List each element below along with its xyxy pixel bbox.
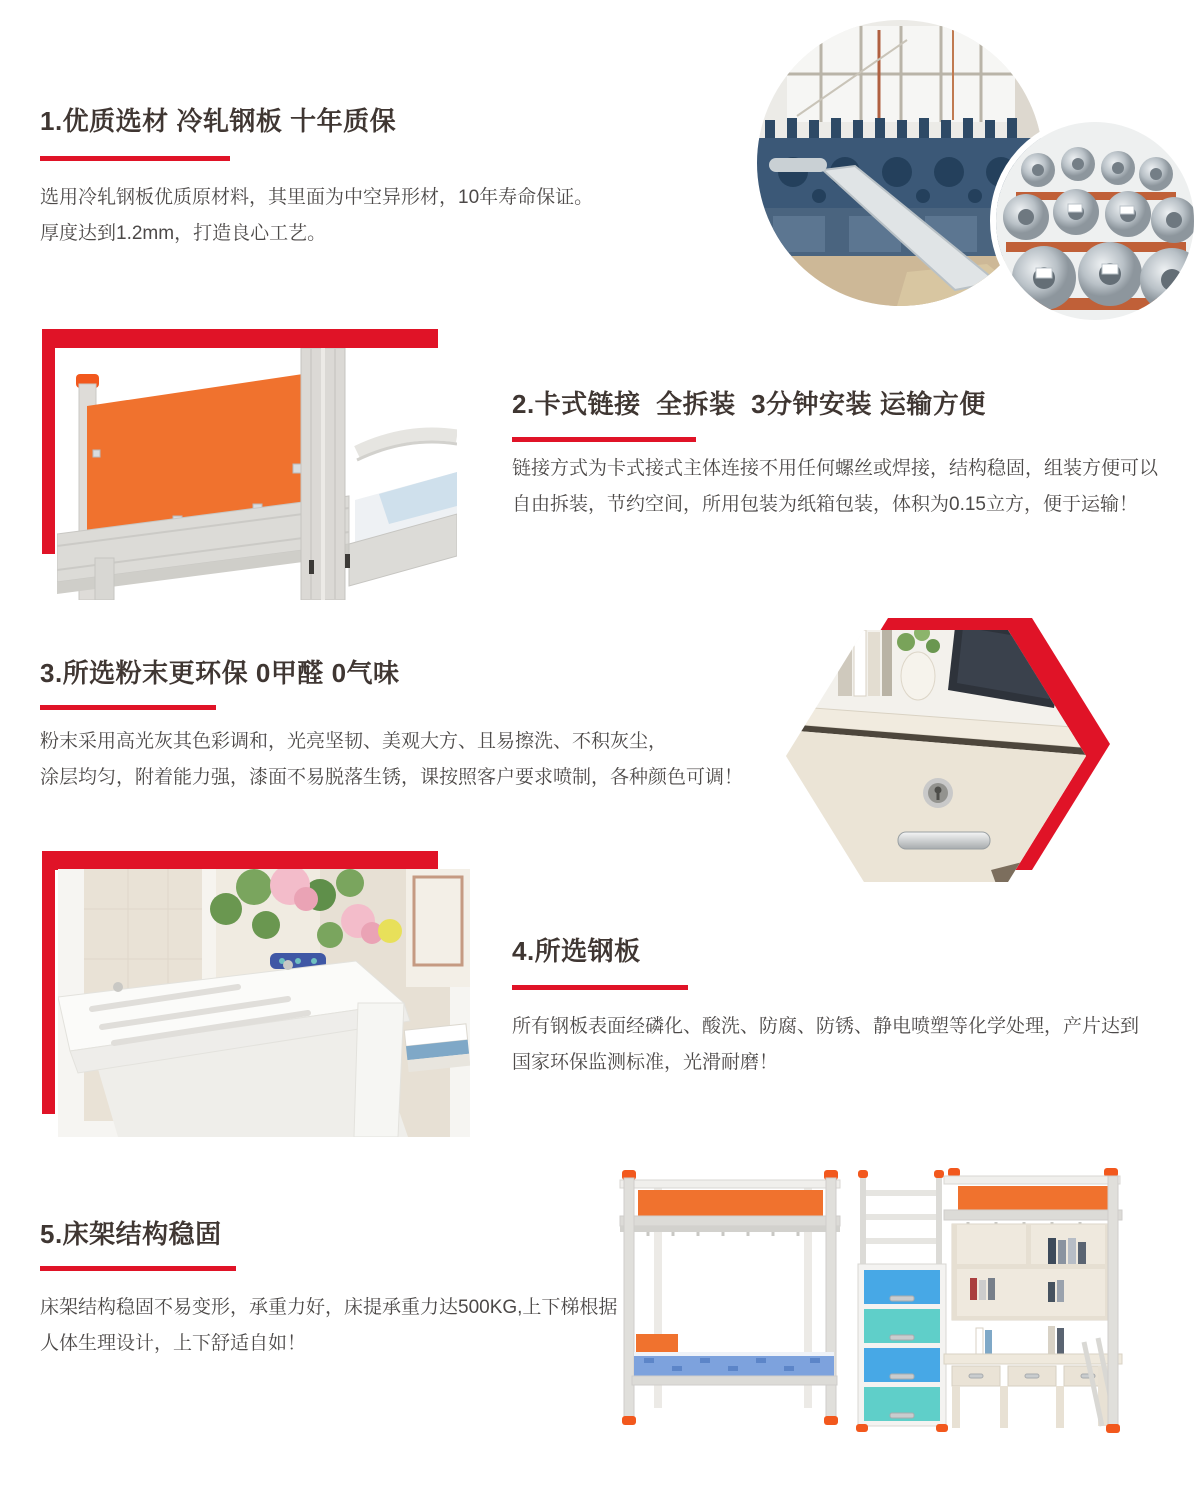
- feature-divider-5: [40, 1266, 236, 1271]
- shelf-illustration: [58, 869, 470, 1137]
- steel-coils-illustration: [996, 122, 1194, 320]
- feature-text-line: 国家环保监测标准，光滑耐磨！: [512, 1052, 779, 1073]
- feature-text-line: 选用冷轧钢板优质原材料，其里面为中空异形材，10年寿命保证。: [40, 187, 594, 208]
- feature-divider-2: [512, 437, 696, 442]
- bunk-bed-set-illustration: [618, 1158, 1123, 1443]
- feature-text-line: 粉末采用高光灰其色彩调和，光亮坚韧、美观大方、且易擦洗、不积灰尘，: [40, 731, 668, 752]
- feature-text-line: 自由拆装，节约空间，所用包装为纸箱包装，体积为0.15立方，便于运输！: [512, 494, 1138, 515]
- feature-text-line: 厚度达到1.2mm，打造良心工艺。: [40, 223, 327, 244]
- feature-title-5: 5.床架结构稳固: [40, 1219, 222, 1249]
- photo-frame-left: [42, 851, 55, 1114]
- feature-text-line: 链接方式为卡式接式主体连接不用任何螺丝或焊接，结构稳固，组装方便可以: [512, 458, 1159, 479]
- photo-frame-top: [42, 329, 438, 348]
- feature-section-1: [40, 106, 396, 137]
- feature-text-line: 床架结构稳固不易变形，承重力好，床提承重力达500KG,上下梯根据: [40, 1297, 618, 1318]
- feature-text-line: 人体生理设计，上下舒适自如！: [40, 1333, 307, 1354]
- feature-text-line: 涂层均匀，附着能力强，漆面不易脱落生锈，课按照客户要求喷制，各种颜色可调！: [40, 767, 744, 788]
- feature-divider-4: [512, 985, 688, 990]
- bed-guardrail-photo: [57, 348, 457, 600]
- bed-guardrail-illustration: [57, 348, 457, 600]
- bunk-bed-set-photo: [618, 1158, 1123, 1443]
- feature-title-1: 1.优质选材 冷轧钢板 十年质保: [40, 106, 397, 136]
- shelf-closeup-photo: [58, 869, 470, 1137]
- feature-text-line: 所有钢板表面经磷化、酸洗、防腐、防锈、静电喷塑等化学处理，产片达到: [512, 1016, 1140, 1037]
- feature-title-2: 2.卡式链接 全拆装 3分钟安装 运输方便: [512, 389, 986, 419]
- photo-frame-left: [42, 329, 55, 554]
- feature-divider-3: [40, 705, 216, 710]
- feature-title-3: 3.所选粉末更环保 0甲醛 0气味: [40, 658, 400, 688]
- steel-coils-photo: [990, 116, 1200, 326]
- photo-frame-top: [42, 851, 438, 870]
- feature-title-4: 4.所选钢板: [512, 936, 641, 966]
- feature-divider-1: [40, 156, 230, 161]
- drawer-lock-photo: [786, 594, 1112, 910]
